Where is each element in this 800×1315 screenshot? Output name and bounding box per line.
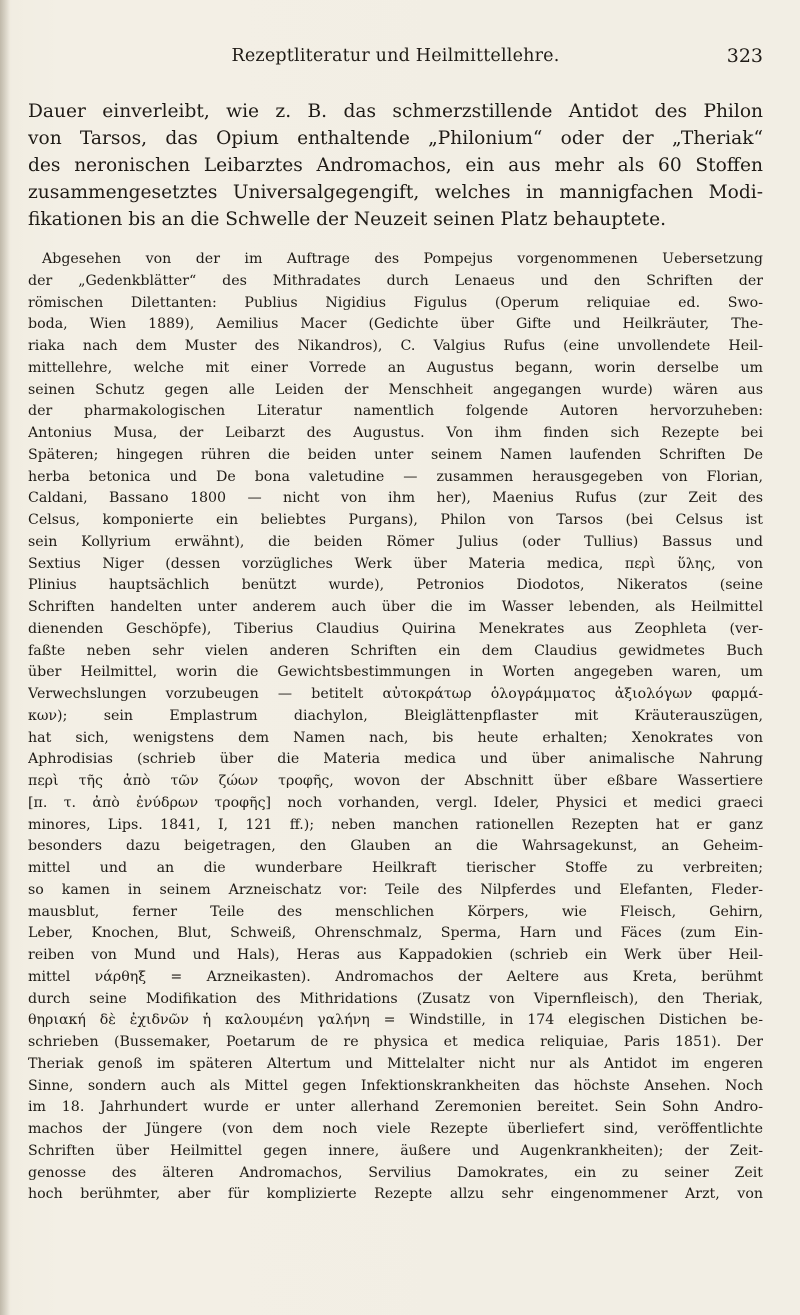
text-line: Verwechslungen vorzubeugen — betitelt αὐτοκράτωρ ὁλογράμματος ἀξιολόγων φαρμά-	[28, 686, 763, 702]
text-line: der pharmakologischen Literatur namentlich folgende Autoren hervorzuheben:	[28, 403, 763, 420]
text-line: schrieben (Bussemaker, Poetarum de re physica et medica reliquiae, Paris 1851). Der	[28, 1034, 763, 1050]
text-line: hat sich, wenigstens dem Namen nach, bis heute erhalten; Xenokrates von	[28, 729, 763, 746]
text-line: seinen Schutz gegen alle Leiden der Menschheit angegangen wurde) wären aus	[28, 381, 763, 398]
intro-paragraph	[28, 98, 763, 233]
text-line: Caldani, Bassano 1800 — nicht von ihm her), Maenius Rufus (zur Zeit des	[28, 490, 763, 507]
text-line: dienenden Geschöpfe), Tiberius Claudius Quirina Menekrates aus Zeophleta (ver-	[28, 620, 763, 637]
text-line: mittel und an die wunderbare Heilkraft tierischer Stoffe zu verbreiten;	[28, 860, 763, 876]
text-line: genosse des älteren Andromachos, Servilius Damokrates, ein zu seiner Zeit	[28, 1164, 763, 1181]
text-line: mittel νάρθηξ = Arzneikasten). Andromachos der Aeltere aus Kreta, berühmt	[28, 968, 763, 985]
text-line: so kamen in seinem Arzneischatz vor: Teile des Nilpferdes und Elefanten, Fleder-	[28, 881, 763, 898]
text-line: mausblut, ferner Teile des menschlichen Körpers, wie Fleisch, Gehirn,	[28, 903, 763, 920]
text-line: Celsus, komponierte ein beliebtes Purgans), Philon von Tarsos (bei Celsus ist	[28, 512, 763, 528]
text-line: des neronischen Leibarztes Andromachos, ein aus mehr als 60 Stoffen	[28, 155, 763, 176]
text-line: über Heilmittel, worin die Gewichtsbestimmungen in Worten angegeben waren, um	[28, 664, 763, 681]
text-line: Schriften handelten unter anderem auch über die im Wasser lebenden, als Heilmittel	[28, 599, 763, 615]
text-line: κων); sein Emplastrum diachylon, Bleiglättenpflaster mit Kräuterauszügen,	[28, 707, 763, 724]
text-line: von Tarsos, das Opium enthaltende „Philonium“ oder der „Theriak“	[28, 128, 763, 149]
text-line: Sinne, sondern auch als Mittel gegen Infektionskrankheiten das höchste Ansehen. Noch	[28, 1077, 763, 1094]
running-head	[28, 46, 763, 72]
text-line: Dauer einverleibt, wie z. B. das schmerzstillende Antidot des Philon	[28, 101, 763, 122]
text-line: herba betonica und De bona valetudine — zusammen herausgegeben von Florian,	[28, 468, 763, 485]
text-block	[28, 98, 763, 1206]
text-line: Aphrodisias (schrieb über die Materia medica und über animalische Nahrung	[28, 751, 763, 768]
text-line: Schriften über Heilmittel gegen innere, äußere und Augenkrankheiten); der Zeit-	[28, 1142, 763, 1159]
text-line: περὶ τῆς ἀπὸ τῶν ζώων τροφῆς, wovon der Abschnitt über eßbare Wassertiere	[28, 773, 763, 789]
text-line: Abgesehen von der im Auftrage des Pompejus vorgenommenen Uebersetzung	[42, 251, 763, 267]
text-line: Plinius hauptsächlich benützt wurde), Petronios Diodotos, Nikeratos (seine	[28, 577, 763, 594]
text-line: Antonius Musa, der Leibarzt des Augustus. Von ihm finden sich Rezepte bei	[28, 425, 763, 441]
text-line: reiben von Mund und Hals), Heras aus Kappadokien (schrieb ein Werk über Heil-	[28, 947, 763, 963]
text-line: hoch berühmter, aber für kompliziertе Rezepte allzu sehr eingenommener Arzt, von	[28, 1186, 763, 1203]
text-line: durch seine Modifikation des Mithridations (Zusatz von Vipernfleisch), den Theriak,	[28, 990, 763, 1007]
running-title: Rezeptliteratur und Heilmittellehre.	[231, 46, 560, 66]
page-gutter-shadow	[0, 0, 10, 1315]
text-line: Theriak genoß im späteren Altertum und Mittelalter nicht nur als Antidot im engeren	[28, 1055, 763, 1072]
text-line: θηριακή δὲ ἐχιδνῶν ἡ καλουμένη γαλήνη = Windstille, in 174 elegischen Distichen be-	[28, 1012, 763, 1029]
text-line: machos der Jüngere (von dem noch viele Rezepte überliefert sind, veröffentlichte	[28, 1121, 763, 1137]
text-line: faßte neben sehr vielen anderen Schriften ein dem Claudius gewidmetes Buch	[28, 642, 763, 659]
text-line: der „Gedenkblätter“ des Mithradates durch Lenaeus und den Schriften der	[28, 272, 763, 289]
text-line: im 18. Jahrhundert wurde er unter allerhand Zeremonien bereitet. Sein Sohn Andro-	[28, 1099, 763, 1116]
text-line: mittellehre, welche mit einer Vorrede an Augustus begann, worin derselbe um	[28, 359, 763, 376]
text-line: Leber, Knochen, Blut, Schweiß, Ohrenschmalz, Sperma, Harn und Fäces (zum Ein-	[28, 925, 763, 942]
text-line: riaka nach dem Muster des Nikandros), C. Valgius Rufus (eine unvollendete Heil-	[28, 338, 763, 354]
text-line: [π. τ. ἀπὸ ἐνύδρων τροφῆς] noch vorhanden, vergl. Ideler, Physici et medici graeci	[28, 794, 763, 811]
text-line: minores, Lips. 1841, I, 121 ff.); neben manchen rationellen Rezepten hat er ganz	[28, 816, 763, 833]
text-line: Späteren; hingegen rühren die beiden unter seinem Namen laufenden Schriften De	[28, 446, 763, 463]
text-line: sein Kollyrium erwähnt), die beiden Römer Julius (oder Tullius) Bassus und	[28, 533, 763, 550]
text-line: besonders dazu beigetragen, den Glauben an die Wahrsagekunst, an Geheim-	[28, 838, 763, 855]
text-line: fikationen bis an die Schwelle der Neuzeit seinen Platz behauptete.	[28, 209, 666, 230]
text-line: Sextius Niger (dessen vorzügliches Werk über Materia medica, περὶ ὕλης, von	[28, 555, 763, 572]
text-line: boda, Wien 1889), Aemilius Macer (Gedichte über Gifte und Heilkräuter, The-	[28, 316, 763, 333]
page-number: 323	[726, 45, 763, 67]
text-line: römischen Dilettanten: Publius Nigidius Figulus (Operum reliquiae ed. Swo-	[28, 294, 763, 311]
text-line: zusammengesetztes Universalgegengift, welches in mannigfachen Modi-	[28, 182, 763, 203]
small-print-paragraph	[28, 249, 763, 1206]
